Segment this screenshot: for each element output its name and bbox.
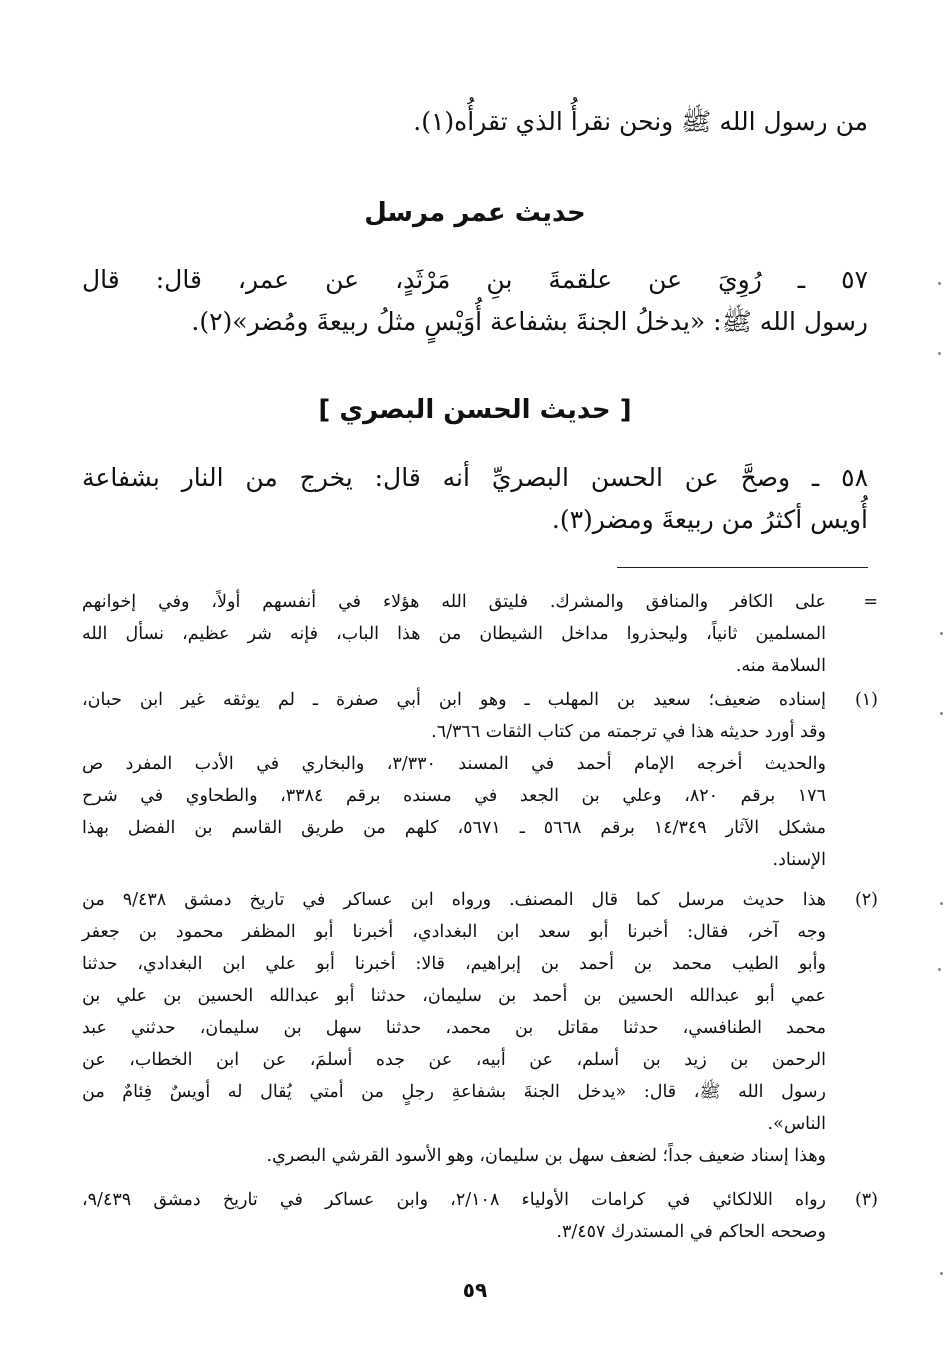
footnote-mark: (٣) <box>854 1190 878 1210</box>
footnote-2 <box>82 884 878 1172</box>
hadith-58-line-1: ٥٨ ـ وصحَّ عن الحسن البصريِّ أنه قال: يخرج من النار بشفاعة <box>82 463 868 492</box>
footnote-line: وأبو الطيب محمد بن أحمد بن إبراهيم، قالا: أخبرنا أبو علي ابن البغدادي، حدثنا <box>82 954 826 974</box>
hadith-58-line-2: أُويس أكثرُ من ربيعةَ ومضر(٣). <box>551 505 868 534</box>
footnote-line: وصححه الحاكم في المستدرك ٣/٤٥٧. <box>556 1222 826 1242</box>
scan-speck <box>938 968 941 971</box>
footnote-line: رواه اللالكائي في كرامات الأولياء ٢/١٠٨، وابن عساكر في تاريخ دمشق ٩/٤٣٩، <box>82 1190 826 1210</box>
section-heading-umar: حديث عمر مرسل <box>364 198 586 228</box>
hadith-57-line-1: ٥٧ ـ رُوِيَ عن علقمةَ بنِ مَرْثَدٍ، عن عمر، قال: قال <box>82 265 868 294</box>
footnote-mark: (٢) <box>854 890 878 910</box>
footnote-line: هذا حديث مرسل كما قال المصنف. ورواه ابن عساكر في تاريخ دمشق ٩/٤٣٨ من <box>82 890 826 910</box>
footnote-line: وهذا إسناد ضعيف جداً؛ لضعف سهل بن سليمان، وهو الأسود القرشي البصري. <box>266 1146 826 1166</box>
footnote-line: عمي أبو عبدالله الحسين بن أحمد بن سليمان، حدثنا أبو عبدالله الحسين بن علي بن <box>82 986 826 1006</box>
footnote-line: على الكافر والمنافق والمشرك. فليتق الله هؤلاء في أنفسهم أولاً، وفي إخوانهم <box>82 592 826 612</box>
footnote-line: وجه آخر، فقال: أخبرنا أبو سعد ابن البغدادي، أخبرنا أبو المظفر محمود بن جعفر <box>82 922 826 942</box>
footnote-line: السلامة منه. <box>735 656 826 676</box>
footnote-line: الناس». <box>767 1114 826 1134</box>
footnote-line: إسناده ضعيف؛ سعيد بن المهلب ـ وهو ابن أبي صفرة ـ لم يوثقه غير ابن حبان، <box>82 690 826 710</box>
footnote-line: والحديث أخرجه الإمام أحمد في المسند ٣/٣٣٠، والبخاري في الأدب المفرد ص <box>82 754 826 774</box>
footnote-3 <box>82 1184 878 1248</box>
hadith-57-line-2: رسول الله ﷺ: «يدخلُ الجنةَ بشفاعة أُوَيْسٍ مثلُ ربيعةَ ومُضر»(٢). <box>191 307 868 336</box>
section-heading-hasan: [ حديث الحسن البصري ] <box>318 395 632 425</box>
footnote-1 <box>82 684 878 876</box>
footnote-separator <box>617 567 868 568</box>
footnote-mark: (١) <box>854 690 878 710</box>
footnote-mark: = <box>863 592 878 612</box>
footnote-line: المسلمين ثانياً، وليحذروا مداخل الشيطان من هذا الباب، فإنه شر عظيم، نسأل الله <box>82 624 826 644</box>
continuation-line: من رسول الله ﷺ ونحن نقرأُ الذي تقرأُه(١). <box>413 107 868 136</box>
scan-speck <box>940 902 943 905</box>
scan-speck <box>940 1272 943 1275</box>
footnote-line: رسول الله ﷺ، قال: «يدخل الجنةَ بشفاعةِ رجلٍ من أمتي يُقال له أويسٌ فِئامٌ من <box>82 1082 826 1102</box>
scan-speck <box>940 712 943 715</box>
footnote-line: الإسناد. <box>772 850 826 870</box>
footnote-line: وقد أورد حديثه هذا في ترجمته من كتاب الثقات ٦/٣٦٦. <box>431 722 826 742</box>
scan-speck <box>938 282 941 285</box>
page-number: ٥٩ <box>462 1278 488 1302</box>
scan-speck <box>940 632 943 635</box>
footnote-line: محمد الطنافسي، حدثنا مقاتل بن محمد، حدثنا سهل بن سليمان، حدثني عبد <box>82 1018 826 1038</box>
scan-speck <box>938 352 941 355</box>
footnote-continuation <box>82 586 878 682</box>
footnote-line: ١٧٦ برقم ٨٢٠، وعلي بن الجعد في مسنده برقم ٣٣٨٤، والطحاوي في شرح <box>82 786 826 806</box>
footnote-line: الرحمن بن زيد بن أسلم، عن أبيه، عن جده أسلمَ، عن ابن الخطاب، عن <box>82 1050 826 1070</box>
footnote-line: مشكل الآثار ١٤/٣٤٩ برقم ٥٦٦٨ ـ ٥٦٧١، كلهم من طريق القاسم بن الفضل بهذا <box>82 818 826 838</box>
